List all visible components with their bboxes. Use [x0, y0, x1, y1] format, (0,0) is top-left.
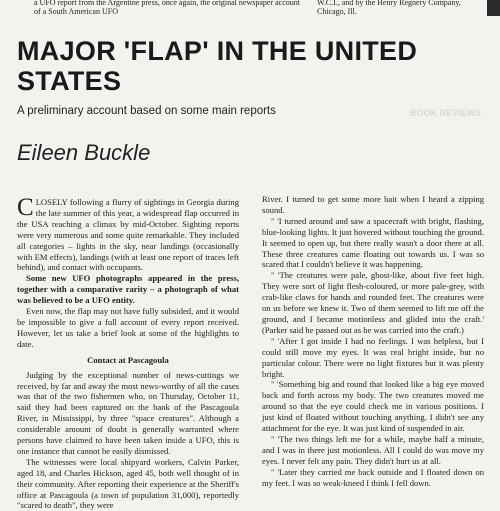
quote-paragraph: " 'Later they carried me back outside and I floated down on my feet. I was so weak-kneed I think I fell down.	[262, 466, 484, 488]
bold-paragraph: Some new UFO photographs appeared in the press, together with a comparative rarity – a photograph of what was believed to be a UFO entity.	[17, 273, 239, 306]
paragraph: Even now, the flap may not have fully subsided, and it would be impossible to give a full account of every report received. However, let us take a brief look at some of the highlights to date.	[17, 306, 239, 349]
drop-cap: C	[17, 194, 34, 221]
right-column	[262, 194, 484, 497]
paragraph: The witnesses were local shipyard workers, Calvin Parker, aged 18, and Charles Hickson, aged 45, both well thought of in their community. After reporting their experience at the Sheriff's office at Pascagoula (a town of population 31,000), reportedly "scared to death", they were	[17, 456, 239, 511]
article-byline: Eileen Buckle	[17, 140, 151, 165]
intro-paragraph	[17, 194, 239, 273]
show-through-text: BOOK REVIEWS	[410, 108, 482, 118]
article-headline: MAJOR 'FLAP' IN THE UNITED STATES	[17, 36, 418, 96]
quote-paragraph: " 'The creatures were pale, ghost-like, about five feet high. They were sort of light flesh-coloured, or more pale-grey, with crab-like claws for hands and rounded feet. The creatures were on us before we knew it. Two of them seemed to lift me off the ground, and I became motionless and glided into the craft.' (Parker said he passed out as he was carried into the craft.)	[262, 270, 484, 335]
quote-paragraph: " 'Something big and round that looked like a big eye moved back and forth across my body. The two creatures moved me around so that the eye could check me in various positions. I just kind of floated without touching anything. I didn't see any attachment for the eye. It was just kind of suspended in air.	[262, 379, 484, 434]
section-heading: Contact at Pascagoula	[87, 354, 169, 365]
intro-text: LOSELY following a flurry of sightings in Georgia during the late summer of this year, a widespread flap occurred in the USA reaching a climax by mid-October. Sighting reports were very numerous and some quite remarkable. They included all categories – lights in the sky, near landings (occasionally with EM effects), landings (with at least one report of traces left behind), and contact with occupants.	[17, 197, 239, 273]
left-column	[17, 194, 239, 511]
quote-paragraph: " 'I turned around and saw a spacecraft with bright, flashing, blue-looking lights. It just hovered without touching the ground. It seemed to open up, but there really wasn't a door there at all. These three creatures came floating out towards us. I was so scared that I couldn't believe it was happening.	[262, 215, 484, 270]
previous-article-fragment: a UFO report from the Argentine press, once again, the original newspaper account of a South American UFO	[34, 0, 300, 16]
quote-paragraph: " 'The two things left me for a while, maybe half a minute, and I was in there just motionless. All I could do was move my eyes. I never felt any pain. They didn't hurt us at all.	[262, 433, 484, 466]
paragraph: Judging by the exceptional number of news-cuttings we received, by far and away the most news-worthy of all the cases was that of the two fishermen who, on Thursday, October 11, said they had been captured on the bank of the Pascagoula River, in Mississippi, by three "space creatures". Although a considerable amount of doubt is generally warranted where persons have claimed to have been taken inside a UFO, this is one instance that cannot be easily dismissed.	[17, 369, 239, 456]
paragraph: River. I turned to get some more bait when I heard a zipping sound.	[262, 194, 484, 215]
article-subhead: A preliminary account based on some main reports	[17, 105, 276, 117]
quote-paragraph: " 'After I got inside I had no feelings. I was helpless, but I could still move my eyes. It was real bright inside, but no particular colour. There were no light fixtures but it was plenty bright.	[262, 335, 484, 379]
top-strip	[0, 0, 500, 14]
publisher-fragment: W.C.I., and by the Henry Regnery Company, Chicago, Ill.	[317, 0, 461, 16]
corner-tab	[487, 0, 500, 16]
